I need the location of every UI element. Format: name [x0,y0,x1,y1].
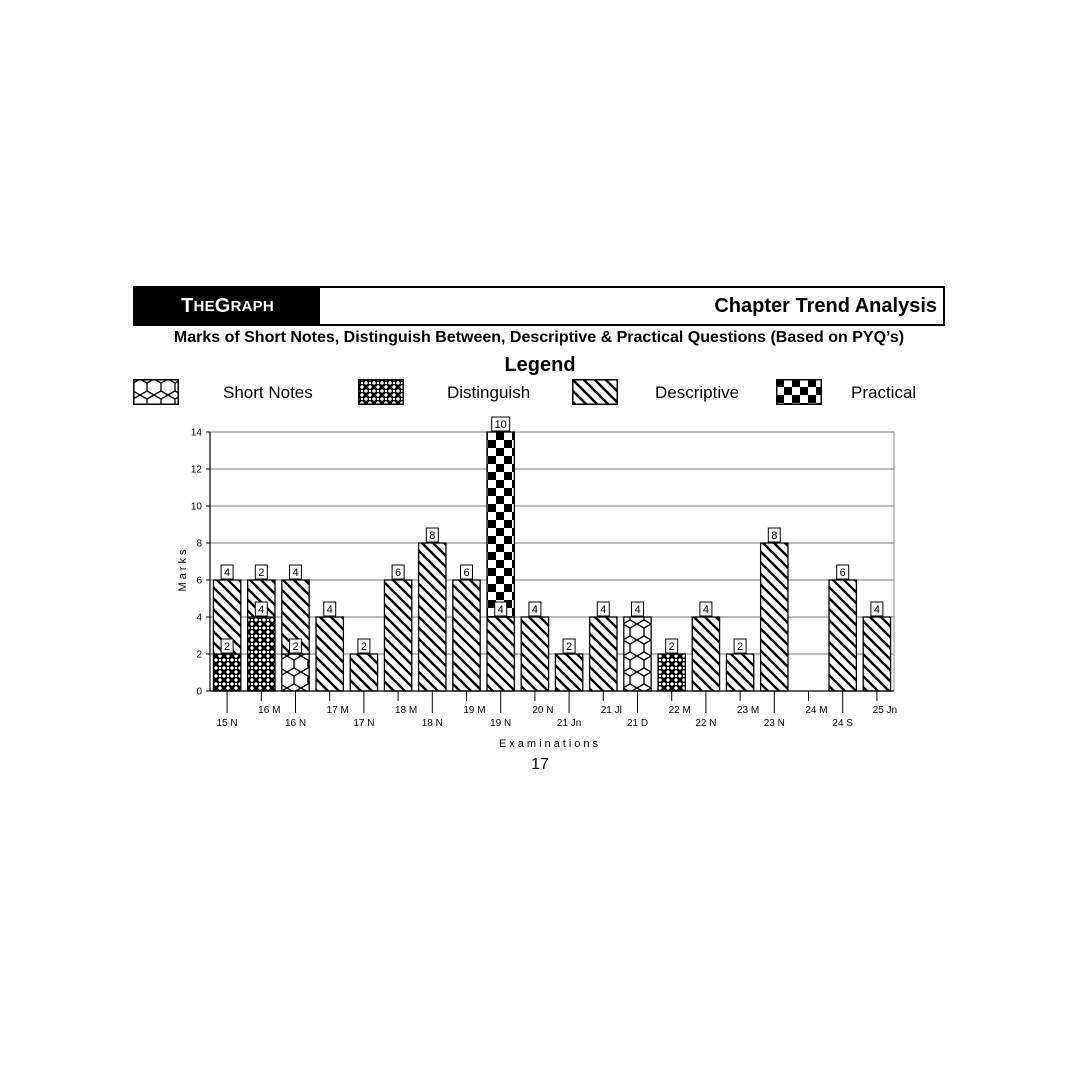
data-label: 4 [326,604,333,616]
data-label: 2 [360,641,367,653]
x-tick-label: 25 Jn [872,705,898,716]
y-tick-label: 6 [196,575,202,587]
bar-weave [213,654,240,691]
legend-label-short-notes: Short Notes [223,383,313,402]
y-tick-label: 10 [190,501,202,513]
y-tick-label: 12 [190,464,202,476]
data-label: 10 [494,419,507,431]
bar-diag [863,617,890,691]
data-label: 4 [258,604,265,616]
data-label: 2 [566,641,573,653]
bar-diag [350,654,377,691]
data-label: 4 [497,604,504,616]
x-tick-label: 19 M [463,705,486,716]
data-label: 4 [292,567,299,579]
data-label: 4 [531,604,538,616]
data-label: 2 [292,641,299,653]
bar-diag [726,654,753,691]
data-label: 2 [224,641,231,653]
badge-letter-g: G [214,294,231,317]
bar-diag [761,543,788,691]
y-tick-label: 0 [196,686,202,698]
legend-label-practical: Practical [851,383,917,402]
data-label: 2 [668,641,675,653]
x-tick-label: 23 N [763,718,785,729]
x-tick-label: 22 M [668,705,691,716]
data-label: 4 [634,604,641,616]
data-label: 8 [429,530,436,542]
x-tick-label: 21 D [626,718,649,729]
bar-diag [419,543,446,691]
x-tick-label: 21 Jn [556,718,582,729]
bar-hex [624,617,651,691]
bar-diag [555,654,582,691]
legend-label-distinguish: Distinguish [447,383,531,402]
x-tick-label: 15 N [216,718,238,729]
x-tick-label: 19 N [490,718,512,729]
x-tick-label: 16 N [284,718,307,729]
header-title: Chapter Trend Analysis [714,294,937,317]
y-tick-label: 8 [196,538,202,550]
x-tick-label: 21 Jl [600,705,622,716]
badge-letter-t: T [181,294,194,317]
x-tick-label: 18 N [421,718,443,729]
data-label: 4 [873,604,880,616]
bars-layer [213,432,890,691]
x-tick-label: 22 N [695,718,717,729]
data-label: 2 [737,641,744,653]
bar-diag [521,617,548,691]
badge-text-raph: RAPH [230,297,274,315]
x-tick-label: 17 N [353,718,375,729]
y-tick-label: 14 [190,427,202,439]
y-axis-title: Marks [177,546,189,592]
legend-label-descriptive: Descriptive [655,383,740,402]
bar-diag [829,580,856,691]
bar-checker [487,432,514,617]
bar-diag [453,580,480,691]
bar-diag [487,617,514,691]
grid-layer [210,432,894,691]
badge-text-he: HE [193,297,215,315]
data-label: 6 [839,567,846,579]
x-tick-label: 18 M [394,705,418,716]
x-tick-label: 24 S [832,718,853,729]
y-tick-label: 2 [196,649,202,661]
data-label: 6 [395,567,402,579]
plot-frame [210,432,894,691]
legend-title: Legend [504,354,576,376]
x-tick-label: 24 M [805,705,828,716]
data-label: 8 [771,530,778,542]
page-number: 17 [531,756,549,773]
data-label: 4 [224,567,231,579]
data-label: 4 [600,604,607,616]
bar-diag [384,580,411,691]
bar-diag [316,617,343,691]
x-axis-title: Examinations [498,738,602,750]
x-tick-label: 17 M [326,705,349,716]
data-label: 6 [463,567,470,579]
y-tick-label: 4 [196,612,202,624]
bar-weave [248,617,275,691]
bar-weave [658,654,685,691]
chart-subtitle: Marks of Short Notes, Distinguish Between, Descriptive & Practical Questions (Based on PYQ’s) [173,329,905,346]
bar-diag [692,617,719,691]
data-label: 4 [702,604,709,616]
data-label: 2 [258,567,265,579]
bar-diag [590,617,617,691]
x-tick-label: 20 N [532,705,554,716]
x-tick-label: 16 M [258,705,281,716]
x-tick-label: 23 M [736,705,760,716]
bar-hex [282,654,309,691]
